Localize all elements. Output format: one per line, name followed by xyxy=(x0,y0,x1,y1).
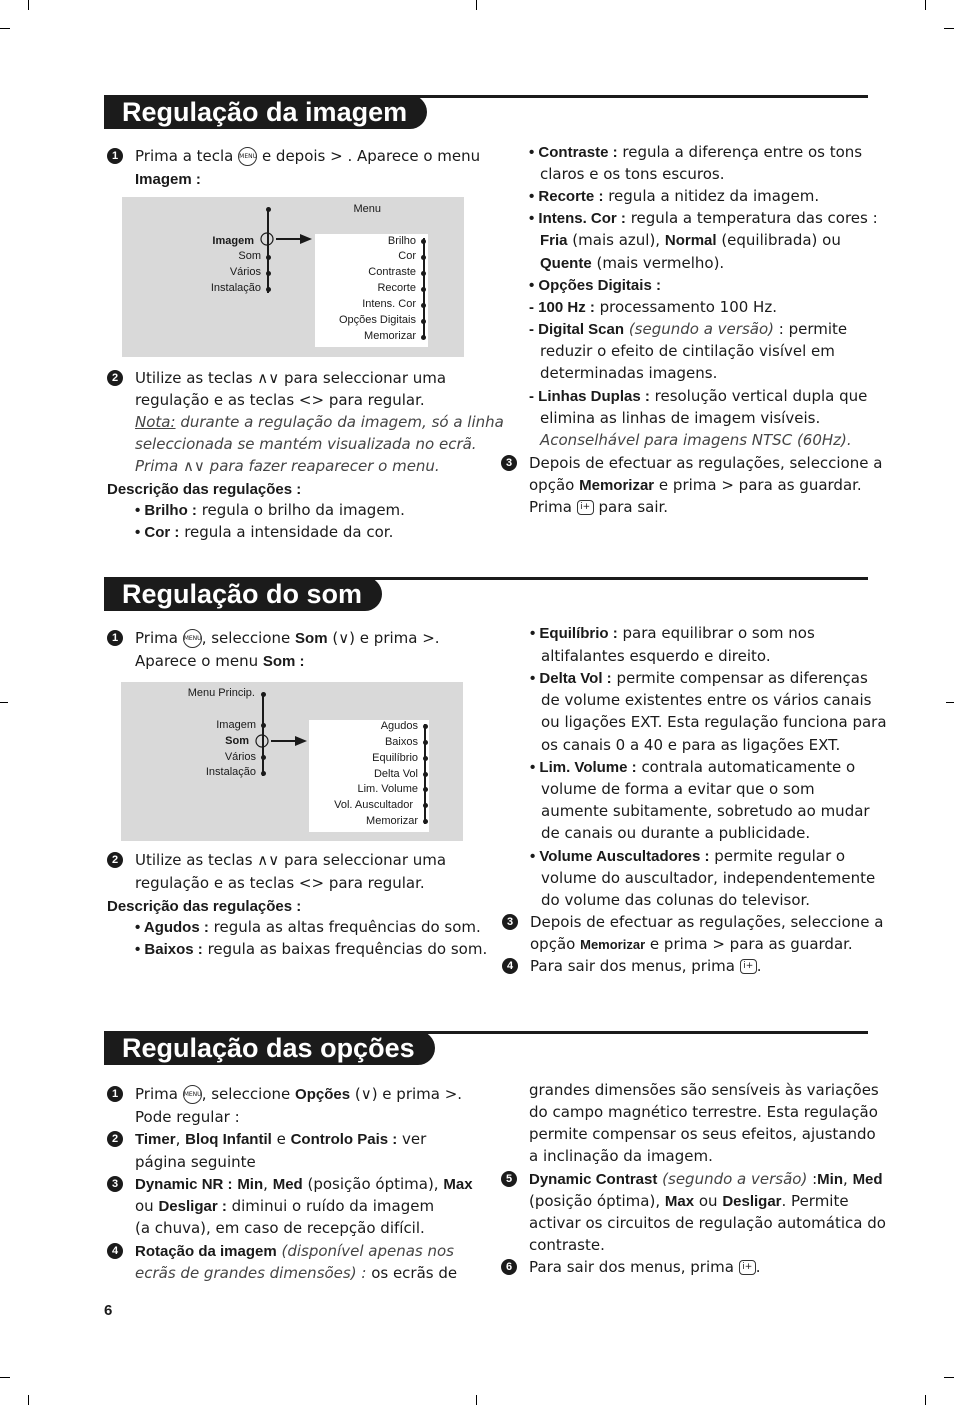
step-number-3: 3 xyxy=(107,1176,123,1192)
menu-dot xyxy=(423,803,428,808)
s2-step4: Para sair dos menus, prima i+ . xyxy=(530,957,762,975)
s1-opcoes: • Opções Digitais : xyxy=(529,277,661,294)
s1-recorte: • Recorte : regula a nitidez da imagem. xyxy=(529,187,820,205)
crop-mark xyxy=(28,1395,29,1405)
s1-step2-line1: Utilize as teclas ∧∨ para seleccionar uma xyxy=(135,369,447,387)
s3-step5-line4: contraste. xyxy=(529,1236,605,1254)
s2-equilibrio-2: altifalantes esquerdo e direito. xyxy=(541,647,771,665)
step-number-3: 3 xyxy=(502,914,518,930)
s3-step2-line2: página seguinte xyxy=(135,1153,256,1171)
s1-intens-2: Fria (mais azul), Normal (equilibrada) ou xyxy=(540,231,841,249)
s1-step3-line3: Prima i+ para sair. xyxy=(529,498,669,516)
menu-dot xyxy=(266,255,271,260)
menu-dot xyxy=(261,692,266,697)
s3-step5-line2: (posição óptima), Max ou Desligar. Permite xyxy=(529,1192,849,1210)
section-title-opcoes: Regulação das opções xyxy=(104,1031,435,1065)
menu-item: Vários xyxy=(229,266,261,278)
menu-dot xyxy=(261,755,266,760)
info-button-icon: i+ xyxy=(739,1260,756,1275)
crop-mark xyxy=(925,1395,926,1405)
menu-item: Imagem xyxy=(216,719,256,731)
menu-diagram-imagem xyxy=(122,197,464,357)
menu-item: Instalação xyxy=(210,282,261,294)
s1-digital-scan-3: determinadas imagens. xyxy=(540,364,718,382)
cursor-arrow-icon xyxy=(256,231,314,247)
menu-dot xyxy=(421,255,426,260)
section-title-som: Regulação do som xyxy=(104,577,382,611)
s3-rot-cont-1: grandes dimensões são sensíveis às variações xyxy=(529,1081,879,1099)
s2-step1-line2: Aparece o menu Som : xyxy=(135,652,305,670)
s1-intens-3: Quente (mais vermelho). xyxy=(540,254,725,272)
s2-lim-3: aumente subitamente, sobretudo ao mudar xyxy=(541,802,870,820)
s2-step3-line1: Depois de efectuar as regulações, seleccione a xyxy=(530,913,884,931)
s3-step3-line1: Dynamic NR : Min, Med (posição óptima), Max xyxy=(135,1175,473,1193)
s1-note-line1: Nota: durante a regulação da imagem, só a linha xyxy=(135,413,504,431)
s1-contraste-2: claros e os tons escuros. xyxy=(540,165,725,183)
menu-dot xyxy=(423,724,428,729)
submenu-item: Opções Digitais xyxy=(338,314,416,326)
s1-100hz: - 100 Hz : processamento 100 Hz. xyxy=(529,298,777,316)
menu-diagram-som xyxy=(121,682,463,841)
s1-digital-scan: - Digital Scan (segundo a versão) : permite xyxy=(529,320,848,338)
crop-mark xyxy=(0,28,10,29)
menu-dot xyxy=(423,787,428,792)
s3-step5-line3: activar os circuitos de regulação automática do xyxy=(529,1214,886,1232)
s1-brilho: • Brilho : regula o brilho da imagem. xyxy=(135,501,405,519)
menu-button-icon: MENU xyxy=(183,629,202,648)
menu-item: Instalação xyxy=(205,766,256,778)
s2-step2-line2: regulação e as teclas <> para regular. xyxy=(135,874,425,892)
submenu-item: Cor xyxy=(398,250,416,262)
s1-note-line3: Prima ∧∨ para fazer reaparecer o menu. xyxy=(135,457,440,475)
step-number-1: 1 xyxy=(107,148,123,164)
submenu-item: Vol. Auscultador xyxy=(334,799,413,811)
menu-dot xyxy=(423,819,428,824)
menu-dot xyxy=(423,756,428,761)
menu-dot xyxy=(266,271,271,276)
step-number-2: 2 xyxy=(107,852,123,868)
submenu-item: Recorte xyxy=(377,282,416,294)
menu-dot xyxy=(421,335,426,340)
menu-item: Som xyxy=(238,250,261,262)
crop-mark xyxy=(944,28,954,29)
menu-dot xyxy=(261,771,266,776)
s3-rot-cont-3: permite compensar os seus efeitos, ajustando xyxy=(529,1125,876,1143)
crop-mark xyxy=(946,702,954,703)
menu-dot xyxy=(421,239,426,244)
s2-baixos: • Baixos : regula as baixas frequências do som. xyxy=(135,940,488,958)
crop-mark xyxy=(0,1377,10,1378)
s1-step2-line2: regulação e as teclas <> para regular. xyxy=(135,391,425,409)
s1-cor: • Cor : regula a intensidade da cor. xyxy=(135,523,394,541)
s1-step1-line1: Prima a tecla MENU e depois > . Aparece o menu xyxy=(135,147,481,165)
step-number-3: 3 xyxy=(501,455,517,471)
s2-desc-title: Descrição das regulações : xyxy=(107,898,302,915)
s3-rot-cont-4: a inclinação da imagem. xyxy=(529,1147,713,1165)
menu-dot xyxy=(421,319,426,324)
step-number-5: 5 xyxy=(501,1171,517,1187)
s1-linhas-3: Aconselhável para imagens NTSC (60Hz). xyxy=(540,431,852,449)
menu-dot xyxy=(421,287,426,292)
s1-desc-title: Descrição das regulações : xyxy=(107,481,302,498)
page-number: 6 xyxy=(104,1302,113,1319)
s3-step3-line3: (a chuva), em caso de recepção difícil. xyxy=(135,1219,425,1237)
s2-delta-2: de volume existentes entre os vários canais xyxy=(541,691,872,709)
submenu-item: Intens. Cor xyxy=(362,298,416,310)
crop-mark xyxy=(944,1377,954,1378)
submenu-item: Contraste xyxy=(368,266,416,278)
s3-step4-line2: ecrãs de grandes dimensões) : os ecrãs de xyxy=(135,1264,458,1282)
step-number-1: 1 xyxy=(107,630,123,646)
s2-step1-line1: Prima MENU, seleccione Som (∨) e prima >. xyxy=(135,629,440,647)
s3-step1-line2: Pode regular : xyxy=(135,1108,240,1126)
info-button-icon: i+ xyxy=(740,959,757,974)
menu-connector xyxy=(267,209,269,293)
s2-delta: • Delta Vol : permite compensar as diferenças xyxy=(530,669,868,687)
s2-delta-4: os canais 0 a 40 e para as ligações EXT. xyxy=(541,736,841,754)
menu-dot xyxy=(266,287,271,292)
submenu-item: Equilíbrio xyxy=(372,752,418,764)
submenu-item: Baixos xyxy=(384,736,418,748)
crop-mark xyxy=(28,0,29,10)
s2-delta-3: ou ligações EXT. Esta regulação funciona para xyxy=(541,713,887,731)
s3-step2-line1: Timer, Bloq Infantil e Controlo Pais : ver xyxy=(135,1130,427,1148)
menu-button-icon: MENU xyxy=(238,147,257,166)
s1-linhas: - Linhas Duplas : resolução vertical dupla que xyxy=(529,387,868,405)
menu-label: Menu xyxy=(353,203,381,215)
s3-rot-cont-2: do campo magnético terrestre. Esta regulação xyxy=(529,1103,878,1121)
s2-step2-line1: Utilize as teclas ∧∨ para seleccionar uma xyxy=(135,851,447,869)
s2-lim-4: de canais ou durante a publicidade. xyxy=(541,824,811,842)
info-button-icon: i+ xyxy=(577,500,594,515)
menu-item: Vários xyxy=(224,751,256,763)
s2-vol-ausc: • Volume Auscultadores : permite regular o xyxy=(530,847,846,865)
s2-equilibrio: • Equilíbrio : para equilibrar o som nos xyxy=(530,624,815,642)
submenu-item: Memorizar xyxy=(366,815,418,827)
step-number-6: 6 xyxy=(501,1259,517,1275)
s1-step3-line2: opção Memorizar e prima > para as guardar. xyxy=(529,476,862,494)
s3-step5-line1: Dynamic Contrast (segundo a versão) :Min, Med xyxy=(529,1170,883,1188)
crop-mark xyxy=(476,1395,477,1405)
s2-step3-line2: opção Memorizar e prima > para as guardar. xyxy=(530,935,853,953)
step-number-4: 4 xyxy=(502,958,518,974)
submenu-item: Lim. Volume xyxy=(357,783,418,795)
s3-step6: Para sair dos menus, prima i+ . xyxy=(529,1258,761,1276)
menu-item: Som xyxy=(225,735,249,747)
s1-note-line2: seleccionada se mantém visualizada no ecrã. xyxy=(135,435,477,453)
s3-step3-line2: ou Desligar : diminui o ruído da imagem xyxy=(135,1197,435,1215)
crop-mark xyxy=(925,0,926,10)
s1-digital-scan-2: reduzir o efeito de cintilação visível em xyxy=(540,342,835,360)
menu-dot xyxy=(421,303,426,308)
submenu-item: Brilho xyxy=(387,235,416,247)
s1-step1-line2: Imagem : xyxy=(135,171,201,188)
submenu-item: Memorizar xyxy=(364,330,416,342)
s3-step4-line1: Rotação da imagem (disponível apenas nos xyxy=(135,1242,454,1260)
step-number-1: 1 xyxy=(107,1086,123,1102)
menu-dot xyxy=(423,740,428,745)
menu-dot xyxy=(261,723,266,728)
s2-lim: • Lim. Volume : contrala automaticamente o xyxy=(530,758,856,776)
menu-item: Imagem xyxy=(212,235,254,247)
menu-dot xyxy=(423,772,428,777)
s1-intens: • Intens. Cor : regula a temperatura das cores : xyxy=(529,209,878,227)
step-number-2: 2 xyxy=(107,370,123,386)
step-number-4: 4 xyxy=(107,1243,123,1259)
cursor-arrow-icon xyxy=(251,733,309,749)
s2-lim-2: volume de forma a evitar que o som xyxy=(541,780,815,798)
crop-mark xyxy=(476,0,477,10)
s2-agudos: • Agudos : regula as altas frequências do som. xyxy=(135,918,481,936)
crop-mark xyxy=(0,702,8,703)
menu-dot xyxy=(266,207,271,212)
s1-contraste: • Contraste : regula a diferença entre os tons xyxy=(529,143,863,161)
s1-linhas-2: elimina as linhas de imagem visíveis. xyxy=(540,409,821,427)
s1-step3-line1: Depois de efectuar as regulações, seleccione a xyxy=(529,454,883,472)
s2-vol-ausc-3: do volume das colunas do televisor. xyxy=(541,891,811,909)
menu-label: Menu Princip. xyxy=(187,687,255,699)
section-title-imagem: Regulação da imagem xyxy=(104,95,427,129)
s2-vol-ausc-2: volume do auscultador, independentemente xyxy=(541,869,876,887)
step-number-2: 2 xyxy=(107,1131,123,1147)
submenu-item: Agudos xyxy=(380,720,418,732)
menu-dot xyxy=(421,271,426,276)
menu-button-icon: MENU xyxy=(183,1085,202,1104)
s3-step1-line1: Prima MENU, seleccione Opções (∨) e prima >. xyxy=(135,1085,463,1103)
submenu-item: Delta Vol xyxy=(373,768,418,780)
